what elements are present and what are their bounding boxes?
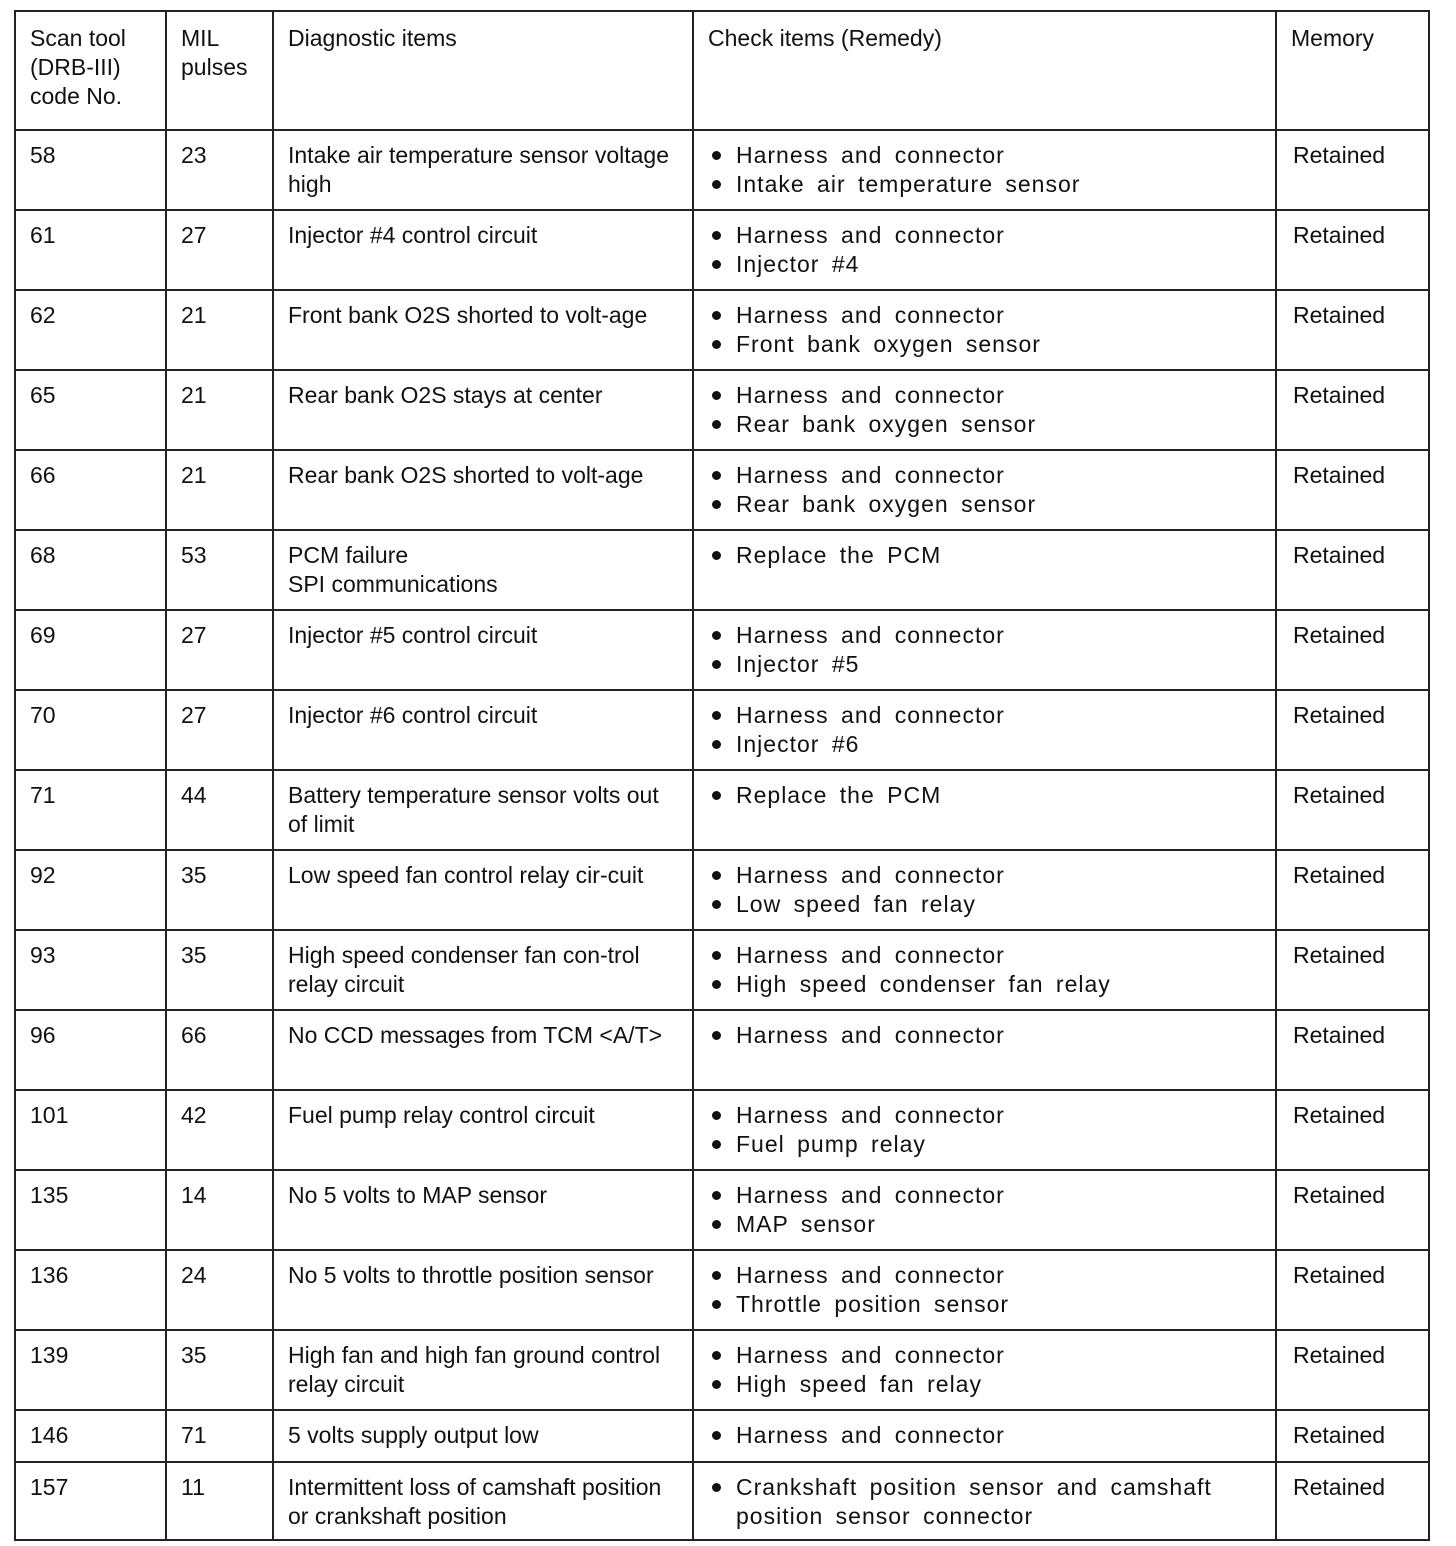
check-item: Intake air temperature sensor xyxy=(708,170,1265,199)
code-cell: 71 xyxy=(15,770,166,850)
table-row xyxy=(15,290,1429,370)
check-item: Harness and connector xyxy=(708,701,1265,730)
check-item: Harness and connector xyxy=(708,141,1265,170)
table-row xyxy=(15,370,1429,450)
header-check: Check items (Remedy) xyxy=(693,11,1276,130)
diagnostic-item-cell: No 5 volts to MAP sensor xyxy=(273,1170,693,1250)
code-cell: 70 xyxy=(15,690,166,770)
table-row xyxy=(15,1330,1429,1410)
check-item: Harness and connector xyxy=(708,221,1265,250)
mil-pulses-cell: 24 xyxy=(166,1250,273,1330)
check-item: Harness and connector xyxy=(708,1421,1265,1450)
check-items-cell xyxy=(693,1462,1276,1540)
code-cell: 62 xyxy=(15,290,166,370)
code-cell: 93 xyxy=(15,930,166,1010)
mil-pulses-cell: 42 xyxy=(166,1090,273,1170)
memory-cell: Retained xyxy=(1276,1090,1429,1170)
check-items-list xyxy=(708,1421,1265,1450)
code-cell: 135 xyxy=(15,1170,166,1250)
check-item: Harness and connector xyxy=(708,461,1265,490)
check-item: Injector #6 xyxy=(708,730,1265,759)
mil-pulses-cell: 35 xyxy=(166,930,273,1010)
check-items-cell xyxy=(693,610,1276,690)
check-items-cell xyxy=(693,1410,1276,1462)
table-row xyxy=(15,1410,1429,1462)
mil-pulses-cell: 14 xyxy=(166,1170,273,1250)
memory-cell: Retained xyxy=(1276,1330,1429,1410)
table-row xyxy=(15,130,1429,210)
check-items-cell xyxy=(693,1250,1276,1330)
table-row xyxy=(15,1170,1429,1250)
check-items-list xyxy=(708,1473,1265,1531)
header-row xyxy=(15,11,1429,130)
check-items-list xyxy=(708,861,1265,919)
check-items-cell xyxy=(693,850,1276,930)
check-item: MAP sensor xyxy=(708,1210,1265,1239)
diagnostic-item-cell: Intake air temperature sensor voltage high xyxy=(273,130,693,210)
check-items-cell xyxy=(693,530,1276,610)
table-row xyxy=(15,930,1429,1010)
check-item: Harness and connector xyxy=(708,941,1265,970)
code-cell: 69 xyxy=(15,610,166,690)
check-item: Injector #4 xyxy=(708,250,1265,279)
diagnostic-item-cell: High fan and high fan ground control relay circuit xyxy=(273,1330,693,1410)
mil-pulses-cell: 27 xyxy=(166,210,273,290)
check-items-cell xyxy=(693,1010,1276,1090)
diagnostic-item-cell: Front bank O2S shorted to volt-age xyxy=(273,290,693,370)
diagnostic-item-cell: No 5 volts to throttle position sensor xyxy=(273,1250,693,1330)
memory-cell: Retained xyxy=(1276,210,1429,290)
code-cell: 58 xyxy=(15,130,166,210)
check-items-cell xyxy=(693,1330,1276,1410)
check-items-list xyxy=(708,781,1265,810)
check-item: Rear bank oxygen sensor xyxy=(708,410,1265,439)
table-row xyxy=(15,210,1429,290)
diagnostic-item-cell: Injector #6 control circuit xyxy=(273,690,693,770)
check-items-cell xyxy=(693,210,1276,290)
check-items-cell xyxy=(693,370,1276,450)
check-item: Harness and connector xyxy=(708,1261,1265,1290)
diagnostic-item-cell: PCM failure SPI communications xyxy=(273,530,693,610)
check-item: Harness and connector xyxy=(708,1021,1265,1050)
check-items-list xyxy=(708,381,1265,439)
memory-cell: Retained xyxy=(1276,1410,1429,1462)
memory-cell: Retained xyxy=(1276,1010,1429,1090)
diagnostic-item-cell: Battery temperature sensor volts out of limit xyxy=(273,770,693,850)
table-row xyxy=(15,1090,1429,1170)
code-cell: 101 xyxy=(15,1090,166,1170)
code-cell: 139 xyxy=(15,1330,166,1410)
code-cell: 136 xyxy=(15,1250,166,1330)
check-items-list xyxy=(708,1101,1265,1159)
diagnostic-item-cell: Injector #5 control circuit xyxy=(273,610,693,690)
mil-pulses-cell: 35 xyxy=(166,850,273,930)
check-items-list xyxy=(708,461,1265,519)
header-memory: Memory xyxy=(1276,11,1429,130)
check-item: Throttle position sensor xyxy=(708,1290,1265,1319)
check-item: Fuel pump relay xyxy=(708,1130,1265,1159)
check-item: Harness and connector xyxy=(708,381,1265,410)
table-row xyxy=(15,1250,1429,1330)
check-items-list xyxy=(708,1341,1265,1399)
memory-cell: Retained xyxy=(1276,530,1429,610)
check-item: Injector #5 xyxy=(708,650,1265,679)
mil-pulses-cell: 71 xyxy=(166,1410,273,1462)
memory-cell: Retained xyxy=(1276,770,1429,850)
mil-pulses-cell: 27 xyxy=(166,610,273,690)
code-cell: 146 xyxy=(15,1410,166,1462)
memory-cell: Retained xyxy=(1276,370,1429,450)
code-cell: 66 xyxy=(15,450,166,530)
check-items-cell xyxy=(693,290,1276,370)
code-cell: 96 xyxy=(15,1010,166,1090)
check-items-cell xyxy=(693,130,1276,210)
check-items-list xyxy=(708,541,1265,570)
check-item: Replace the PCM xyxy=(708,781,1265,810)
memory-cell: Retained xyxy=(1276,610,1429,690)
mil-pulses-cell: 21 xyxy=(166,450,273,530)
diagnostic-item-cell: Rear bank O2S shorted to volt-age xyxy=(273,450,693,530)
check-item: Harness and connector xyxy=(708,1341,1265,1370)
mil-pulses-cell: 21 xyxy=(166,370,273,450)
check-items-list xyxy=(708,1261,1265,1319)
check-items-list xyxy=(708,141,1265,199)
mil-pulses-cell: 27 xyxy=(166,690,273,770)
check-item: Harness and connector xyxy=(708,861,1265,890)
check-item: Harness and connector xyxy=(708,301,1265,330)
table-row xyxy=(15,690,1429,770)
check-items-cell xyxy=(693,1170,1276,1250)
code-cell: 61 xyxy=(15,210,166,290)
diagnostic-item-cell: High speed condenser fan con-trol relay circuit xyxy=(273,930,693,1010)
memory-cell: Retained xyxy=(1276,450,1429,530)
mil-pulses-cell: 11 xyxy=(166,1462,273,1540)
check-items-list xyxy=(708,221,1265,279)
diagnostic-item-cell: Rear bank O2S stays at center xyxy=(273,370,693,450)
header-mil: MIL pulses xyxy=(166,11,273,130)
code-cell: 157 xyxy=(15,1462,166,1540)
check-items-cell xyxy=(693,1090,1276,1170)
check-items-list xyxy=(708,701,1265,759)
mil-pulses-cell: 23 xyxy=(166,130,273,210)
header-code: Scan tool (DRB-III) code No. xyxy=(15,11,166,130)
memory-cell: Retained xyxy=(1276,290,1429,370)
check-item: Harness and connector xyxy=(708,1181,1265,1210)
check-items-list xyxy=(708,621,1265,679)
check-item: Replace the PCM xyxy=(708,541,1265,570)
memory-cell: Retained xyxy=(1276,690,1429,770)
diagnostic-item-cell: Low speed fan control relay cir-cuit xyxy=(273,850,693,930)
mil-pulses-cell: 21 xyxy=(166,290,273,370)
check-item: High speed condenser fan relay xyxy=(708,970,1265,999)
check-item: Low speed fan relay xyxy=(708,890,1265,919)
check-items-cell xyxy=(693,930,1276,1010)
mil-pulses-cell: 66 xyxy=(166,1010,273,1090)
check-items-cell xyxy=(693,690,1276,770)
check-items-list xyxy=(708,301,1265,359)
mil-pulses-cell: 35 xyxy=(166,1330,273,1410)
code-cell: 92 xyxy=(15,850,166,930)
check-items-cell xyxy=(693,770,1276,850)
check-item: Front bank oxygen sensor xyxy=(708,330,1265,359)
table-row xyxy=(15,1010,1429,1090)
mil-pulses-cell: 53 xyxy=(166,530,273,610)
check-item: Harness and connector xyxy=(708,1101,1265,1130)
code-cell: 65 xyxy=(15,370,166,450)
check-item: Crankshaft position sensor and camshaft position sensor connector xyxy=(708,1473,1265,1531)
memory-cell: Retained xyxy=(1276,1250,1429,1330)
table-row xyxy=(15,770,1429,850)
diagnostic-item-cell: Intermittent loss of camshaft position or crankshaft position xyxy=(273,1462,693,1540)
memory-cell: Retained xyxy=(1276,1462,1429,1540)
diagnostic-code-table xyxy=(14,10,1430,1541)
diagnostic-item-cell: Injector #4 control circuit xyxy=(273,210,693,290)
check-item: High speed fan relay xyxy=(708,1370,1265,1399)
memory-cell: Retained xyxy=(1276,1170,1429,1250)
code-cell: 68 xyxy=(15,530,166,610)
header-diagnostic: Diagnostic items xyxy=(273,11,693,130)
check-items-list xyxy=(708,1021,1265,1050)
check-item: Harness and connector xyxy=(708,621,1265,650)
table-row xyxy=(15,610,1429,690)
memory-cell: Retained xyxy=(1276,850,1429,930)
diagnostic-item-cell: No CCD messages from TCM <A/T> xyxy=(273,1010,693,1090)
table-row xyxy=(15,450,1429,530)
table-row xyxy=(15,1462,1429,1540)
diagnostic-item-cell: Fuel pump relay control circuit xyxy=(273,1090,693,1170)
memory-cell: Retained xyxy=(1276,930,1429,1010)
table-row xyxy=(15,850,1429,930)
mil-pulses-cell: 44 xyxy=(166,770,273,850)
check-items-cell xyxy=(693,450,1276,530)
check-items-list xyxy=(708,941,1265,999)
memory-cell: Retained xyxy=(1276,130,1429,210)
check-item: Rear bank oxygen sensor xyxy=(708,490,1265,519)
diagnostic-item-cell: 5 volts supply output low xyxy=(273,1410,693,1462)
table-row xyxy=(15,530,1429,610)
check-items-list xyxy=(708,1181,1265,1239)
